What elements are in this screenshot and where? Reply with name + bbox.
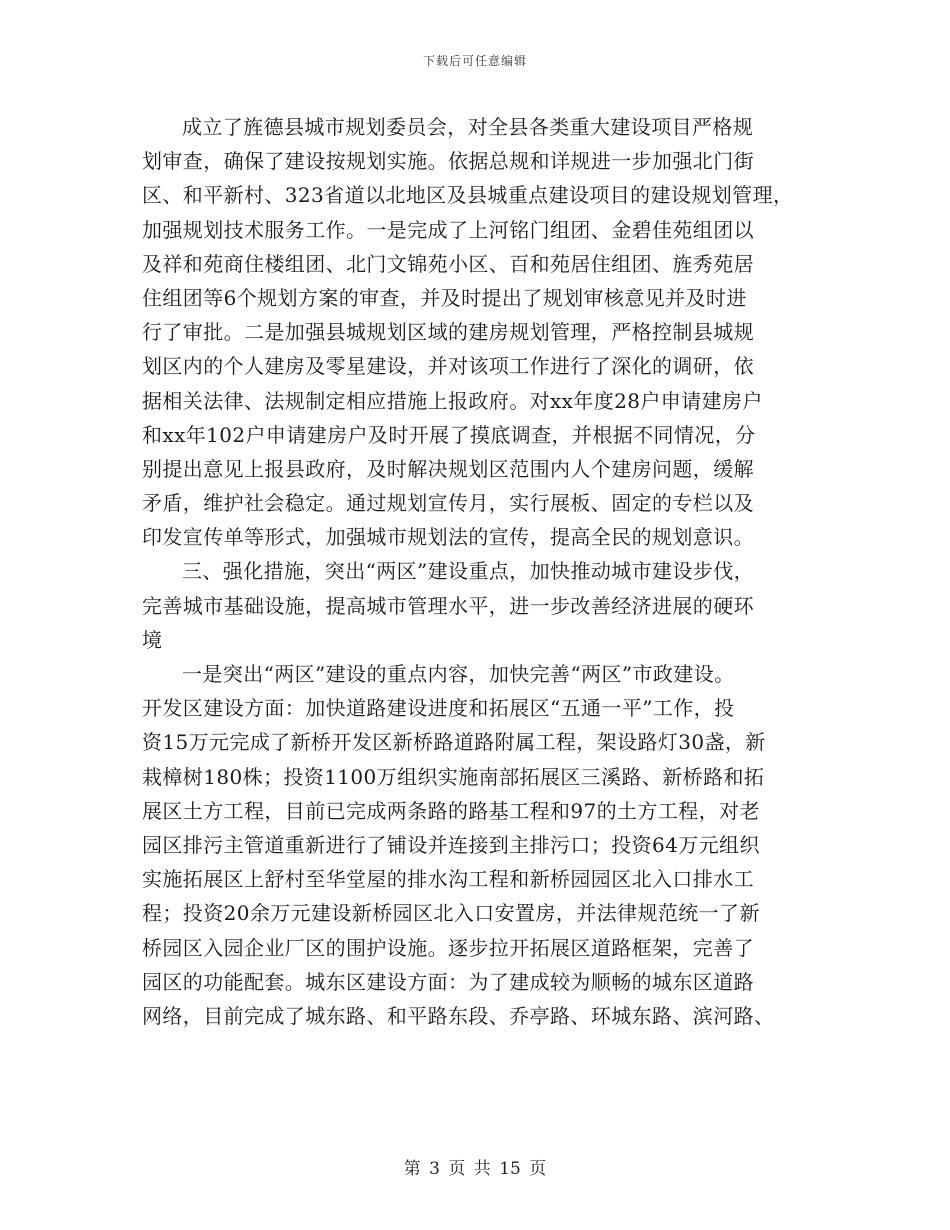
page-header-note: 下载后可任意编辑 xyxy=(422,54,527,68)
page-number-footer: 第 3 页 共 15 页 xyxy=(403,1159,547,1179)
text-line: 区、和平新村、323省道以北地区及县城重点建设项目的建设规划管理， xyxy=(142,183,794,208)
text-line: 展区土方工程，目前已完成两条路的路基工程和97的土方工程，对老 xyxy=(142,798,760,823)
text-line: 划区内的个人建房及零星建设，并对该项工作进行了深化的调研，依 xyxy=(142,354,754,379)
text-line: 资15万元完成了新桥开发区新桥路道路附属工程，架设路灯30盏，新 xyxy=(142,730,766,755)
section-heading-line: 境 xyxy=(142,627,163,652)
text-line: 网络，目前完成了城东路、和平路东段、乔亭路、环城东路、滨河路、 xyxy=(142,1003,775,1028)
section-heading-line: 完善城市基础设施，提高城市管理水平，进一步改善经济进展的硬环 xyxy=(142,593,754,618)
text-line: 住组团等6个规划方案的审查，并及时提出了规划审核意见并及时进 xyxy=(142,285,747,310)
text-line: 行了审批。二是加强县城规划区域的建房规划管理，严格控制县城规 xyxy=(142,320,754,345)
text-line: 和xx年102户申请建房户及时开展了摸底调查，并根据不同情况，分 xyxy=(142,422,756,447)
text-line: 印发宣传单等形式，加强城市规划法的宣传，提高全民的规划意识。 xyxy=(142,525,754,550)
text-line: 加强规划技术服务工作。一是完成了上河铭门组团、金碧佳苑组团以 xyxy=(142,217,754,242)
text-line: 栽樟树180株；投资1100万组织实施南部拓展区三溪路、新桥路和拓 xyxy=(142,764,765,789)
text-line: 程；投资20余万元建设新桥园区北入口安置房，并法律规范统一了新 xyxy=(142,901,760,926)
text-line: 矛盾，维护社会稳定。通过规划宣传月，实行展板、固定的专栏以及 xyxy=(142,491,754,516)
text-line: 园区的功能配套。城东区建设方面：为了建成较为顺畅的城东区道路 xyxy=(142,969,754,994)
text-line: 据相关法律、法规制定相应措施上报政府。对xx年度28户申请建房户 xyxy=(142,388,763,413)
text-line: 开发区建设方面：加快道路建设进度和拓展区“五通一平”工作，投 xyxy=(142,696,735,721)
text-line: 一是突出“两区”建设的重点内容，加快完善“两区”市政建设。 xyxy=(182,662,735,686)
text-line: 别提出意见上报县政府，及时解决规划区范围内人个建房问题，缓解 xyxy=(142,456,754,481)
text-line: 成立了旌德县城市规划委员会，对全县各类重大建设项目严格规 xyxy=(182,115,754,139)
text-line: 划审查，确保了建设按规划实施。依据总规和详规进一步加强北门街 xyxy=(142,149,754,174)
section-heading-line: 三、强化措施，突出“两区”建设重点，加快推动城市建设步伐， xyxy=(182,559,755,584)
text-line: 及祥和苑商住楼组团、北门文锦苑小区、百和苑居住组团、旌秀苑居 xyxy=(142,251,754,276)
text-line: 桥园区入园企业厂区的围护设施。逐步拉开拓展区道路框架，完善了 xyxy=(142,935,754,960)
text-line: 实施拓展区上舒村至华堂屋的排水沟工程和新桥园园区北入口排水工 xyxy=(142,867,754,892)
document-body xyxy=(142,110,822,1033)
text-line: 园区排污主管道重新进行了铺设并连接到主排污口；投资64万元组织 xyxy=(142,832,760,857)
